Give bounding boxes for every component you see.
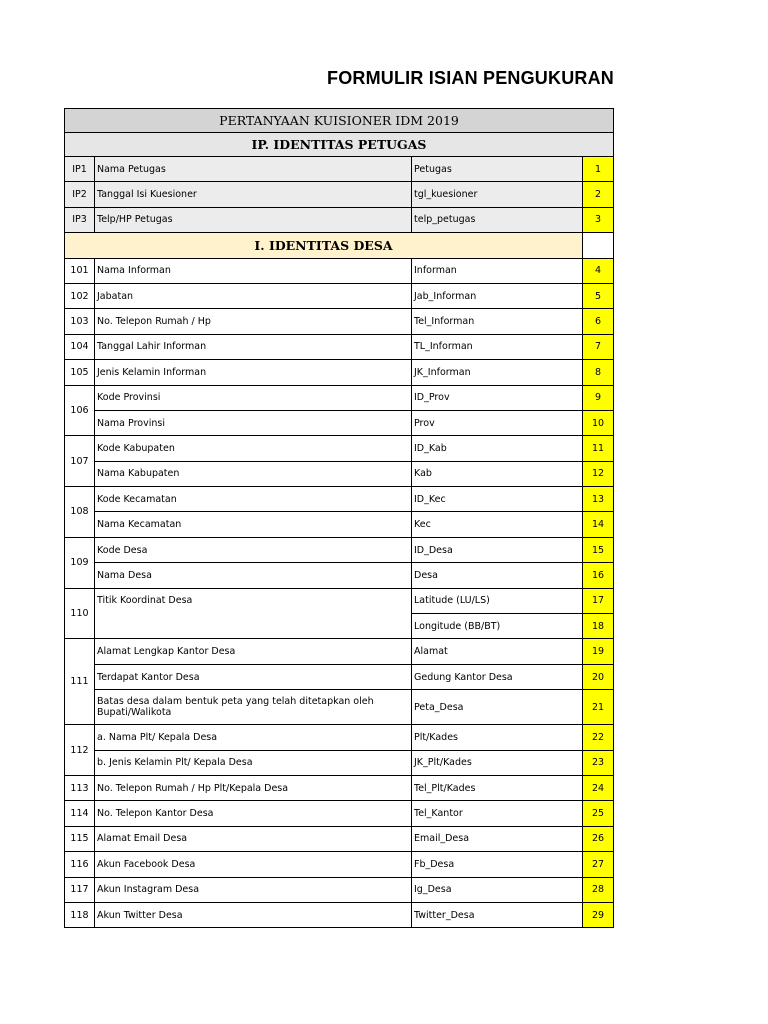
row-variable: Ig_Desa <box>412 877 583 902</box>
row-number: 20 <box>583 664 614 689</box>
row-variable: JK_Plt/Kades <box>412 750 583 775</box>
row-number: 15 <box>583 537 614 562</box>
row-question: Nama Petugas <box>95 157 412 182</box>
row-variable: Gedung Kantor Desa <box>412 664 583 689</box>
table-row <box>65 664 614 689</box>
row-number: 2 <box>583 182 614 207</box>
row-number: 8 <box>583 360 614 385</box>
row-number: 14 <box>583 512 614 537</box>
row-question: Alamat Email Desa <box>95 826 412 851</box>
row-question: Nama Informan <box>95 258 412 283</box>
row-code: 106 <box>65 385 95 436</box>
row-question: Tanggal Isi Kuesioner <box>95 182 412 207</box>
row-question: Kode Kabupaten <box>95 436 412 461</box>
row-variable: ID_Kec <box>412 487 583 512</box>
row-code: 102 <box>65 283 95 308</box>
row-code: 101 <box>65 258 95 283</box>
page-title: FORMULIR ISIAN PENGUKURAN <box>327 68 614 88</box>
row-number: 4 <box>583 258 614 283</box>
row-number: 9 <box>583 385 614 410</box>
row-question: No. Telepon Rumah / Hp Plt/Kepala Desa <box>95 775 412 800</box>
row-variable: Prov <box>412 410 583 435</box>
row-number: 13 <box>583 487 614 512</box>
table-row <box>65 182 614 207</box>
row-variable: JK_Informan <box>412 360 583 385</box>
row-number: 7 <box>583 334 614 359</box>
section-ip-header: IP. IDENTITAS PETUGAS <box>65 133 614 157</box>
row-question: Alamat Lengkap Kantor Desa <box>95 639 412 664</box>
table-row <box>65 360 614 385</box>
row-question: Nama Provinsi <box>95 410 412 435</box>
table-row <box>65 725 614 750</box>
row-number: 27 <box>583 852 614 877</box>
row-question: Akun Facebook Desa <box>95 852 412 877</box>
row-variable: Tel_Kantor <box>412 801 583 826</box>
row-number: 23 <box>583 750 614 775</box>
row-question: Terdapat Kantor Desa <box>95 664 412 689</box>
row-question: Nama Kabupaten <box>95 461 412 486</box>
row-question: Nama Kecamatan <box>95 512 412 537</box>
table-header: PERTANYAAN KUISIONER IDM 2019 <box>65 109 614 133</box>
row-question: Telp/HP Petugas <box>95 207 412 232</box>
row-number: 1 <box>583 157 614 182</box>
row-variable: Alamat <box>412 639 583 664</box>
row-variable: Longitude (BB/BT) <box>412 614 583 639</box>
table-row <box>65 512 614 537</box>
row-variable: Latitude (LU/LS) <box>412 588 583 613</box>
row-variable: Twitter_Desa <box>412 902 583 927</box>
table-row <box>65 902 614 927</box>
table-row <box>65 801 614 826</box>
row-number: 19 <box>583 639 614 664</box>
row-question: Kode Provinsi <box>95 385 412 410</box>
row-variable: Kec <box>412 512 583 537</box>
row-code: 105 <box>65 360 95 385</box>
table-row <box>65 588 614 613</box>
table-row <box>65 775 614 800</box>
row-question: Jenis Kelamin Informan <box>95 360 412 385</box>
row-code: 111 <box>65 639 95 725</box>
row-number: 26 <box>583 826 614 851</box>
row-variable: Tel_Informan <box>412 309 583 334</box>
row-variable: ID_Desa <box>412 537 583 562</box>
row-number: 28 <box>583 877 614 902</box>
row-number: 16 <box>583 563 614 588</box>
row-variable: Kab <box>412 461 583 486</box>
row-code: 113 <box>65 775 95 800</box>
row-code: 107 <box>65 436 95 487</box>
row-code: 118 <box>65 902 95 927</box>
table-row <box>65 309 614 334</box>
row-code: 108 <box>65 487 95 538</box>
row-number: 22 <box>583 725 614 750</box>
row-variable: Petugas <box>412 157 583 182</box>
row-code: IP1 <box>65 157 95 182</box>
row-variable: Plt/Kades <box>412 725 583 750</box>
table-row <box>65 750 614 775</box>
table-row <box>65 852 614 877</box>
row-variable: tgl_kuesioner <box>412 182 583 207</box>
row-variable: ID_Kab <box>412 436 583 461</box>
row-variable: Tel_Plt/Kades <box>412 775 583 800</box>
table-row <box>65 283 614 308</box>
row-variable: Desa <box>412 563 583 588</box>
row-question: Nama Desa <box>95 563 412 588</box>
row-code: 103 <box>65 309 95 334</box>
row-question: Batas desa dalam bentuk peta yang telah ditetapkan oleh Bupati/Walikota <box>95 690 412 725</box>
row-question: Kode Kecamatan <box>95 487 412 512</box>
row-question: Titik Koordinat Desa <box>95 588 412 639</box>
section-1-header: I. IDENTITAS DESA <box>65 233 583 258</box>
row-number: 3 <box>583 207 614 232</box>
row-code: 112 <box>65 725 95 776</box>
row-code: 117 <box>65 877 95 902</box>
table-row <box>65 537 614 562</box>
row-variable: Email_Desa <box>412 826 583 851</box>
table-row <box>65 436 614 461</box>
row-number: 17 <box>583 588 614 613</box>
row-number: 6 <box>583 309 614 334</box>
row-variable: Peta_Desa <box>412 690 583 725</box>
row-number: 21 <box>583 690 614 725</box>
row-question: b. Jenis Kelamin Plt/ Kepala Desa <box>95 750 412 775</box>
row-variable: Fb_Desa <box>412 852 583 877</box>
row-code: IP2 <box>65 182 95 207</box>
row-code: 104 <box>65 334 95 359</box>
row-code: 114 <box>65 801 95 826</box>
table-row <box>65 410 614 435</box>
table-row <box>65 157 614 182</box>
table-row <box>65 461 614 486</box>
table-row <box>65 385 614 410</box>
row-number: 29 <box>583 902 614 927</box>
row-number: 12 <box>583 461 614 486</box>
table-row <box>65 690 614 725</box>
row-question: No. Telepon Kantor Desa <box>95 801 412 826</box>
table-row <box>65 639 614 664</box>
row-question: a. Nama Plt/ Kepala Desa <box>95 725 412 750</box>
table-row <box>65 877 614 902</box>
table-row <box>65 487 614 512</box>
row-number: 5 <box>583 283 614 308</box>
row-number: 24 <box>583 775 614 800</box>
table-row <box>65 826 614 851</box>
row-variable: TL_Informan <box>412 334 583 359</box>
row-code: IP3 <box>65 207 95 232</box>
questionnaire-table <box>64 108 614 928</box>
row-question: Akun Instagram Desa <box>95 877 412 902</box>
row-number: 18 <box>583 614 614 639</box>
section-1-blank-cell <box>583 233 614 258</box>
row-variable: ID_Prov <box>412 385 583 410</box>
table-row <box>65 563 614 588</box>
row-question: Akun Twitter Desa <box>95 902 412 927</box>
row-number: 25 <box>583 801 614 826</box>
row-question: Jabatan <box>95 283 412 308</box>
table-row <box>65 334 614 359</box>
table-row <box>65 258 614 283</box>
row-code: 110 <box>65 588 95 639</box>
row-question: Tanggal Lahir Informan <box>95 334 412 359</box>
row-variable: Jab_Informan <box>412 283 583 308</box>
row-question: Kode Desa <box>95 537 412 562</box>
row-number: 10 <box>583 410 614 435</box>
table-row <box>65 207 614 232</box>
row-number: 11 <box>583 436 614 461</box>
row-variable: telp_petugas <box>412 207 583 232</box>
row-code: 116 <box>65 852 95 877</box>
row-code: 115 <box>65 826 95 851</box>
row-question: No. Telepon Rumah / Hp <box>95 309 412 334</box>
row-code: 109 <box>65 537 95 588</box>
row-variable: Informan <box>412 258 583 283</box>
